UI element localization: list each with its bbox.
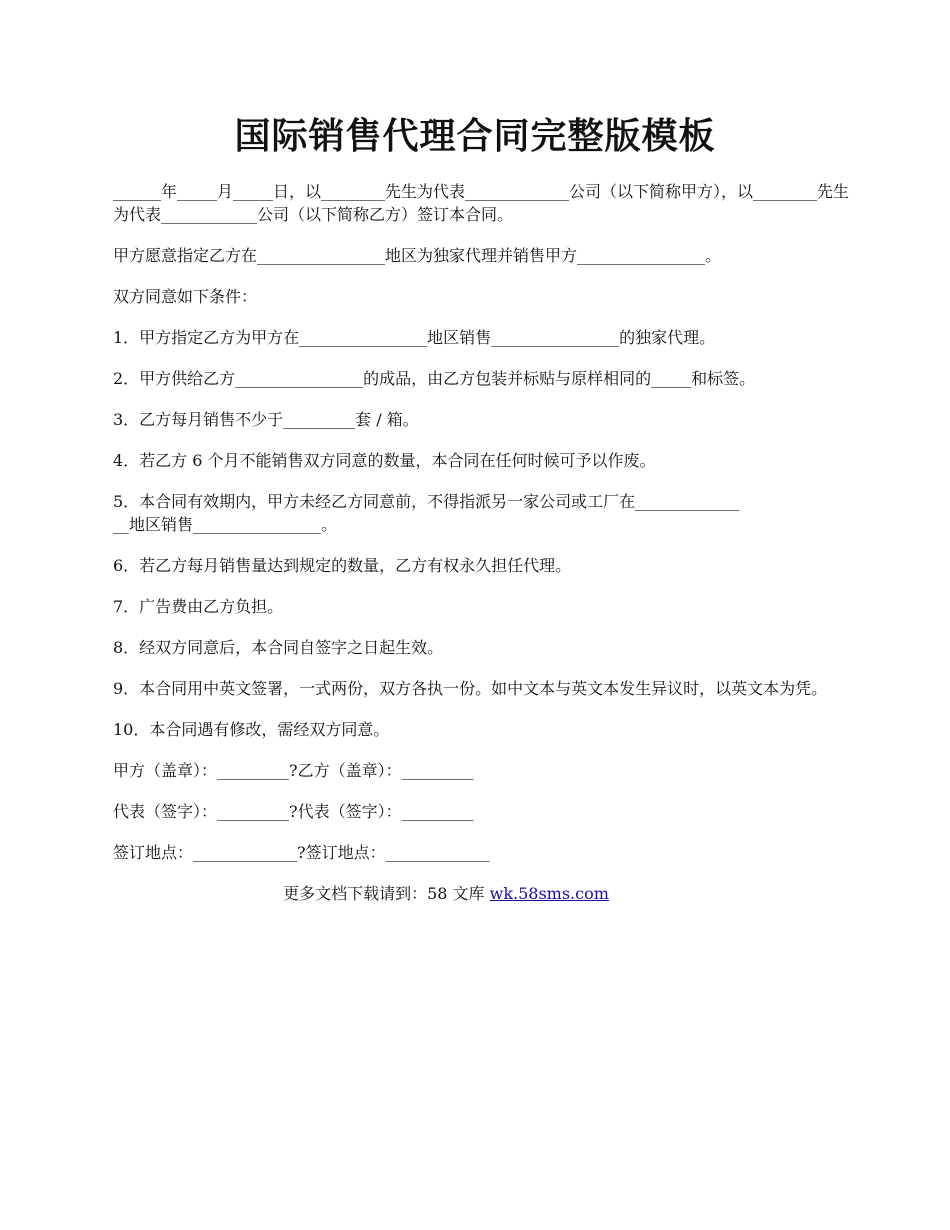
document-body: [113, 180, 853, 905]
signature-representative-line: 代表（签字）：_________?代表（签字）：_________: [113, 802, 474, 821]
clause-7: 7．广告费由乙方负担。: [113, 597, 284, 616]
clause-5: 5．本合同有效期内，甲方未经乙方同意前，不得指派另一家公司或工厂在_____________ __地区销售________________。: [113, 492, 740, 534]
clause-1: 1．甲方指定乙方为甲方在________________地区销售________________的独家代理。: [113, 328, 716, 347]
clause-6: 6．若乙方每月销售量达到规定的数量，乙方有权永久担任代理。: [113, 556, 572, 575]
footer-text: 更多文档下载请到：58 文库: [283, 884, 490, 903]
signature-location-line: 签订地点：_____________?签订地点：_____________: [113, 843, 490, 862]
footer-link[interactable]: wk.58sms.com: [489, 884, 609, 903]
paragraph-conditions-heading: 双方同意如下条件：: [113, 287, 258, 306]
clause-9: 9．本合同用中英文签署，一式两份，双方各执一份。如中文本与英文本发生异议时，以英文本为凭。: [113, 679, 828, 698]
clause-10: 10．本合同遇有修改，需经双方同意。: [113, 720, 390, 739]
paragraph-intro: ______年_____月_____日，以________先生为代表_____________公司（以下简称甲方），以________先生为代表____________公司（以下简称乙方）签订本合同。: [113, 182, 850, 224]
clause-2: 2．甲方供给乙方________________的成品，由乙方包装并标贴与原样相同的_____和标签。: [113, 369, 756, 388]
paragraph-appointment: 甲方愿意指定乙方在________________地区为独家代理并销售甲方________________。: [113, 246, 722, 265]
document-title: 国际销售代理合同完整版模板: [234, 115, 716, 157]
clause-3: 3．乙方每月销售不少于_________套 / 箱。: [113, 410, 419, 429]
signature-seal-line: 甲方（盖章）：_________?乙方（盖章）：_________: [113, 761, 474, 780]
clause-4: 4．若乙方 6 个月不能销售双方同意的数量，本合同在任何时候可予以作废。: [113, 451, 656, 470]
download-footer: [113, 882, 779, 905]
clause-8: 8．经双方同意后，本合同自签字之日起生效。: [113, 638, 444, 657]
